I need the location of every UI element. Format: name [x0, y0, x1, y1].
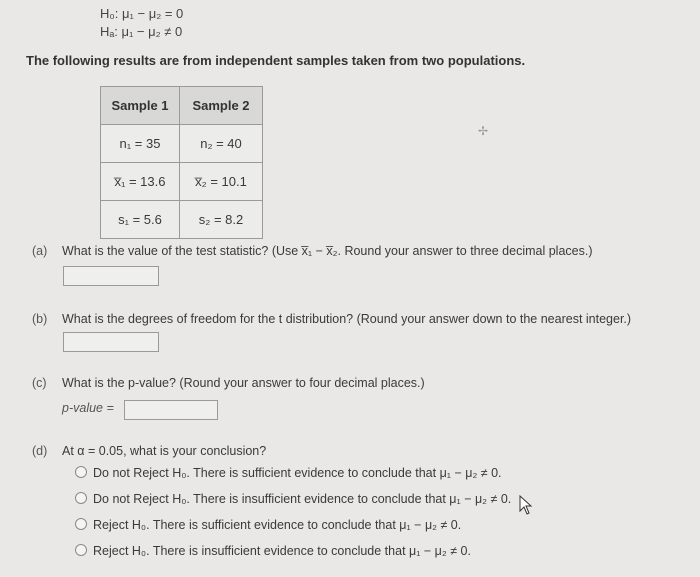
question-a [32, 244, 593, 258]
question-text: What is the value of the test statistic? (Use x̅₁ − x̅₂. Round your answer to three decimal places.) [62, 244, 593, 258]
question-label: (c) [32, 376, 47, 390]
question-text: At α = 0.05, what is your conclusion? [62, 444, 267, 458]
table-header: Sample 1 [101, 87, 180, 125]
null-hypothesis: H₀: μ₁ − μ₂ = 0 [100, 6, 184, 21]
table-header: Sample 2 [180, 87, 263, 125]
p-value-label: p-value = [62, 401, 114, 415]
question-label: (d) [32, 444, 48, 458]
table-row [101, 125, 263, 163]
question-text: What is the degrees of freedom for the t distribution? (Round your answer down to the nearest integer.) [62, 312, 632, 326]
question-text: What is the p-value? (Round your answer to four decimal places.) [62, 376, 425, 390]
table-cell: s₂ = 8.2 [180, 201, 263, 239]
radio-icon[interactable] [75, 466, 87, 478]
option-label: Do not Reject H₀. There is sufficient evidence to conclude that μ₁ − μ₂ ≠ 0. [93, 466, 502, 480]
question-label: (a) [32, 244, 48, 258]
p-value-input[interactable] [124, 400, 218, 420]
table-cell: n₁ = 35 [101, 125, 180, 163]
sample-table [100, 86, 263, 239]
table-cell: x̅₂ = 10.1 [180, 163, 263, 201]
table-row [101, 163, 263, 201]
question-d [32, 444, 266, 458]
table-cell: s₁ = 5.6 [101, 201, 180, 239]
test-statistic-input[interactable] [63, 266, 159, 286]
question-b [32, 312, 631, 326]
conclusion-option[interactable] [75, 492, 511, 506]
intro-text: The following results are from independent samples taken from two populations. [26, 53, 526, 68]
option-label: Reject H₀. There is insufficient evidence to conclude that μ₁ − μ₂ ≠ 0. [93, 544, 471, 558]
stray-mark: ✢ [478, 124, 489, 138]
option-label: Do not Reject H₀. There is insufficient evidence to conclude that μ₁ − μ₂ ≠ 0. [93, 492, 512, 506]
question-c [32, 376, 425, 390]
question-label: (b) [32, 312, 48, 326]
alternative-hypothesis: Hₐ: μ₁ − μ₂ ≠ 0 [100, 24, 183, 39]
table-cell: n₂ = 40 [180, 125, 263, 163]
radio-icon[interactable] [75, 492, 87, 504]
conclusion-option[interactable] [75, 518, 461, 532]
radio-icon[interactable] [75, 544, 87, 556]
conclusion-option[interactable] [75, 466, 502, 480]
option-label: Reject H₀. There is sufficient evidence to conclude that μ₁ − μ₂ ≠ 0. [93, 518, 462, 532]
table-row [101, 201, 263, 239]
radio-icon[interactable] [75, 518, 87, 530]
table-cell: x̅₁ = 13.6 [101, 163, 180, 201]
mouse-cursor-icon [519, 495, 533, 520]
table-header-row [101, 87, 263, 125]
degrees-of-freedom-input[interactable] [63, 332, 159, 352]
conclusion-option[interactable] [75, 544, 471, 558]
